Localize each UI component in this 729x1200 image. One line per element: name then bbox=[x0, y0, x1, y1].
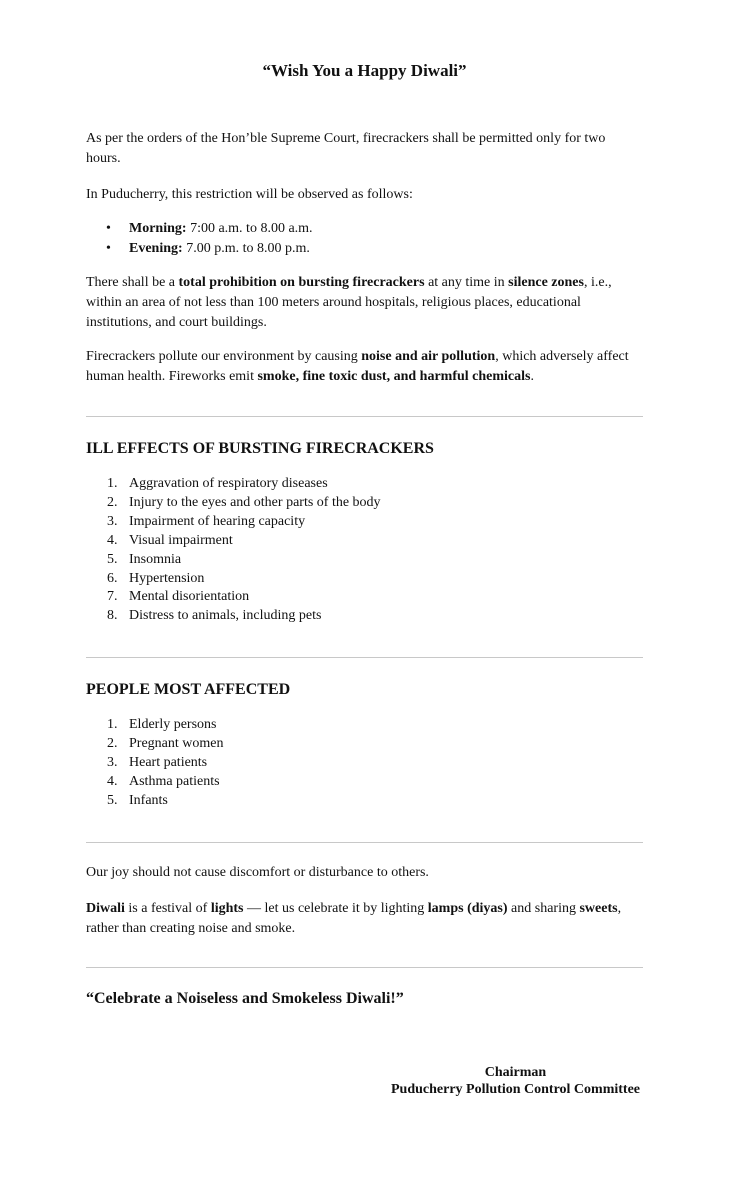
festival-paragraph bbox=[86, 899, 643, 939]
section-divider bbox=[86, 842, 643, 843]
list-item bbox=[86, 716, 643, 735]
list-text: Asthma patients bbox=[129, 773, 220, 789]
list-text: Heart patients bbox=[129, 754, 208, 770]
list-text: Distress to animals, including pets bbox=[129, 608, 322, 624]
list-text: Infants bbox=[129, 792, 168, 808]
ill-effects-heading: ILL EFFECTS OF BURSTING FIRECRACKERS bbox=[86, 440, 434, 457]
text-run: There shall be a bbox=[86, 275, 179, 290]
page-title: “Wish You a Happy Diwali” bbox=[262, 61, 467, 80]
list-number: 2. bbox=[107, 494, 118, 510]
list-text: Impairment of hearing capacity bbox=[129, 513, 306, 529]
section-divider bbox=[86, 657, 643, 658]
text-run: and sharing bbox=[507, 901, 580, 916]
joy-paragraph: Our joy should not cause discomfort or disturbance to others. bbox=[86, 865, 429, 880]
silence-zone-paragraph bbox=[86, 273, 643, 333]
list-text: Injury to the eyes and other parts of the body bbox=[129, 494, 381, 510]
intro-paragraph: As per the orders of the Hon’ble Supreme Court, firecrackers shall be permitted only for two hours. bbox=[86, 131, 606, 166]
pollution-paragraph bbox=[86, 347, 643, 387]
list-item bbox=[86, 494, 643, 513]
timing-value: 7.00 p.m. to 8.00 p.m. bbox=[182, 241, 310, 256]
text-run: , rather than creating noise and smoke. bbox=[86, 901, 622, 936]
list-text: Hypertension bbox=[129, 570, 205, 586]
list-item bbox=[86, 570, 643, 589]
signatory-title: Chairman bbox=[484, 1065, 547, 1080]
list-number: 8. bbox=[107, 608, 118, 624]
text-run: — let us celebrate it by lighting bbox=[243, 901, 428, 916]
list-number: 7. bbox=[107, 589, 118, 605]
list-text: Pregnant women bbox=[129, 735, 224, 751]
list-number: 1. bbox=[107, 476, 118, 491]
list-text: Insomnia bbox=[129, 551, 182, 567]
timing-value: 7:00 a.m. to 8.00 a.m. bbox=[186, 221, 313, 236]
text-run: . bbox=[530, 369, 534, 384]
emphasis: sweets bbox=[579, 901, 618, 916]
text-run: at any time in bbox=[424, 275, 509, 290]
emphasis: lamps (diyas) bbox=[427, 901, 508, 916]
list-number: 4. bbox=[107, 773, 118, 789]
list-number: 5. bbox=[107, 551, 118, 567]
closing-slogan: “Celebrate a Noiseless and Smokeless Diwali!” bbox=[86, 990, 404, 1007]
list-text: Elderly persons bbox=[129, 717, 217, 732]
section-divider bbox=[86, 967, 643, 968]
timing-morning bbox=[86, 219, 643, 239]
emphasis: Diwali bbox=[86, 901, 125, 916]
list-item bbox=[86, 551, 643, 570]
list-number: 3. bbox=[107, 513, 118, 529]
emphasis: smoke, fine toxic dust, and harmful chemicals bbox=[257, 369, 531, 384]
text-run: , which adversely affect human health. Fireworks emit bbox=[86, 349, 629, 384]
ill-effects-list bbox=[86, 475, 643, 626]
emphasis: total prohibition on bursting firecrackers bbox=[178, 275, 425, 290]
section-divider bbox=[86, 416, 643, 417]
timing-label: Morning: bbox=[129, 221, 187, 236]
list-item bbox=[86, 588, 643, 607]
list-item bbox=[86, 754, 643, 773]
text-run: Firecrackers pollute our environment by causing bbox=[86, 349, 362, 364]
text-run: , i.e., within an area of not less than 100 meters around hospitals, religious places, educational institutions, and court buildings. bbox=[86, 275, 612, 330]
emphasis: lights bbox=[210, 901, 244, 916]
list-item bbox=[86, 532, 643, 551]
list-number: 6. bbox=[107, 570, 118, 586]
list-text: Aggravation of respiratory diseases bbox=[129, 476, 328, 491]
emphasis: noise and air pollution bbox=[361, 349, 496, 364]
list-item bbox=[86, 475, 643, 494]
list-number: 3. bbox=[107, 754, 118, 770]
list-number: 1. bbox=[107, 717, 118, 732]
list-item bbox=[86, 513, 643, 532]
restriction-intro: In Puducherry, this restriction will be observed as follows: bbox=[86, 187, 413, 202]
list-item bbox=[86, 607, 643, 626]
list-number: 4. bbox=[107, 532, 118, 548]
people-affected-list bbox=[86, 716, 643, 811]
list-item bbox=[86, 792, 643, 811]
emphasis: silence zones bbox=[508, 275, 584, 290]
list-number: 5. bbox=[107, 792, 118, 808]
list-number: 2. bbox=[107, 735, 118, 751]
list-item bbox=[86, 773, 643, 792]
text-run: is a festival of bbox=[124, 901, 211, 916]
signatory-organization: Puducherry Pollution Control Committee bbox=[391, 1082, 640, 1097]
timings-list bbox=[86, 219, 643, 259]
list-item bbox=[86, 735, 643, 754]
timing-evening bbox=[86, 239, 643, 259]
people-affected-heading: PEOPLE MOST AFFECTED bbox=[86, 681, 291, 698]
list-text: Mental disorientation bbox=[129, 589, 250, 605]
timing-label: Evening: bbox=[129, 241, 183, 256]
list-text: Visual impairment bbox=[129, 532, 233, 548]
signature-block bbox=[391, 1064, 640, 1098]
